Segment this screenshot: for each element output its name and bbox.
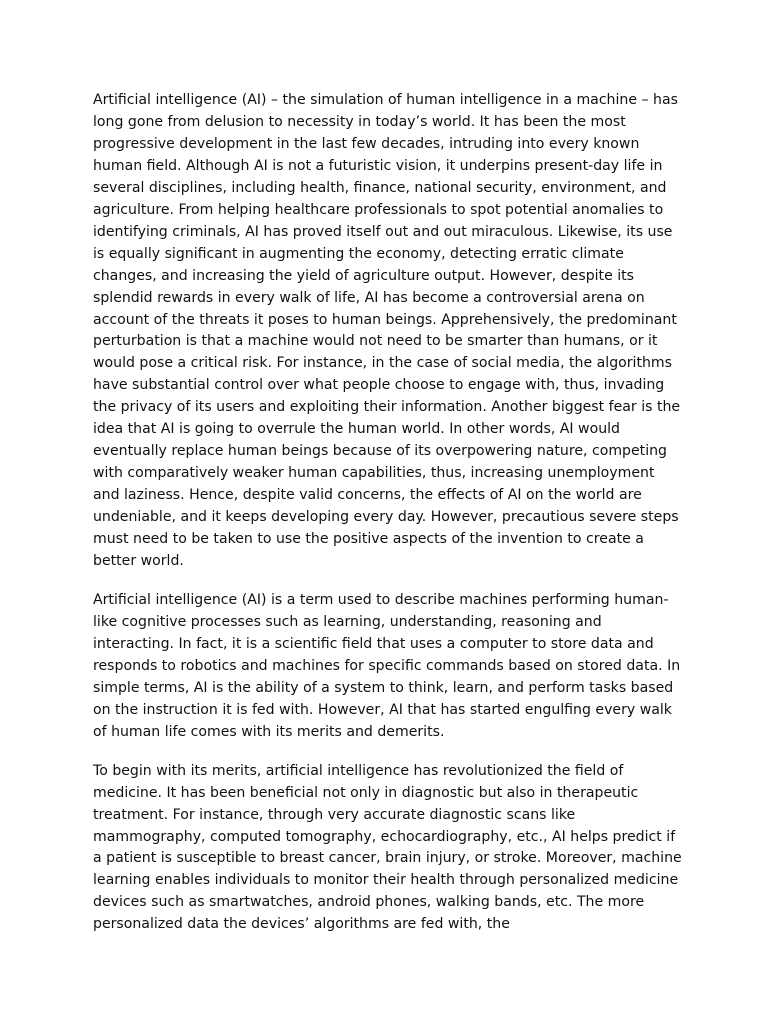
paragraph-definition: Artificial intelligence (AI) is a term used to describe machines performing human-like cognitive processes such as learning, understanding, reasoning and interacting. In fact, it is a scientific field that uses a computer to store data and responds to robotics and machines for specific commands based on stored data. In simple terms, AI is the ability of a system to think, learn, and perform tasks based on the instruction it is fed with. However, AI that has started engulfing every walk of human life comes with its merits and demerits. xyxy=(93,591,681,740)
paragraph-merits: To begin with its merits, artificial intelligence has revolutionized the field of medicine. It has been beneficial not only in diagnostic but also in therapeutic treatment. For instance, through very accurate diagnostic scans like mammography, computed tomography, echocardiography, etc., AI helps predict if a patient is susceptible to breast cancer, brain injury, or stroke. Moreover, machine learning enables individuals to monitor their health through personalized medicine devices such as smartwatches, android phones, walking bands, etc. The more personalized data the devices’ algorithms are fed with, the xyxy=(93,762,682,933)
paragraph-intro: Artificial intelligence (AI) – the simulation of human intelligence in a machine – has long gone from delusion to necessity in today’s world. It has been the most progressive development in the last few decades, intruding into every known human field. Although AI is not a futuristic vision, it underpins present-day life in several disciplines, including health, finance, national security, environment, and agriculture. From helping healthcare professionals to spot potential anomalies to identifying criminals, AI has proved itself out and out miraculous. Likewise, its use is equally significant in augmenting the economy, detecting erratic climate changes, and increasing the yield of agriculture output. However, despite its splendid rewards in every walk of life, AI has become a controversial arena on account of the threats it poses to human beings. Apprehensively, the predominant perturbation is that a machine would not need to be smarter than humans, or it would pose a critical risk. For instance, in the case of social media, the algorithms have substantial control over what people choose to engage with, thus, invading the privacy of its users and exploiting their information. Another biggest fear is the idea that AI is going to overrule the human world. In other words, AI would eventually replace human beings because of its overpowering nature, competing with comparatively weaker human capabilities, thus, increasing unemployment and laziness. Hence, despite valid concerns, the effects of AI on the world are undeniable, and it keeps developing every day. However, precautious severe steps must need to be taken to use the positive aspects of the invention to create a better world. xyxy=(93,92,681,570)
document-body xyxy=(93,90,685,953)
